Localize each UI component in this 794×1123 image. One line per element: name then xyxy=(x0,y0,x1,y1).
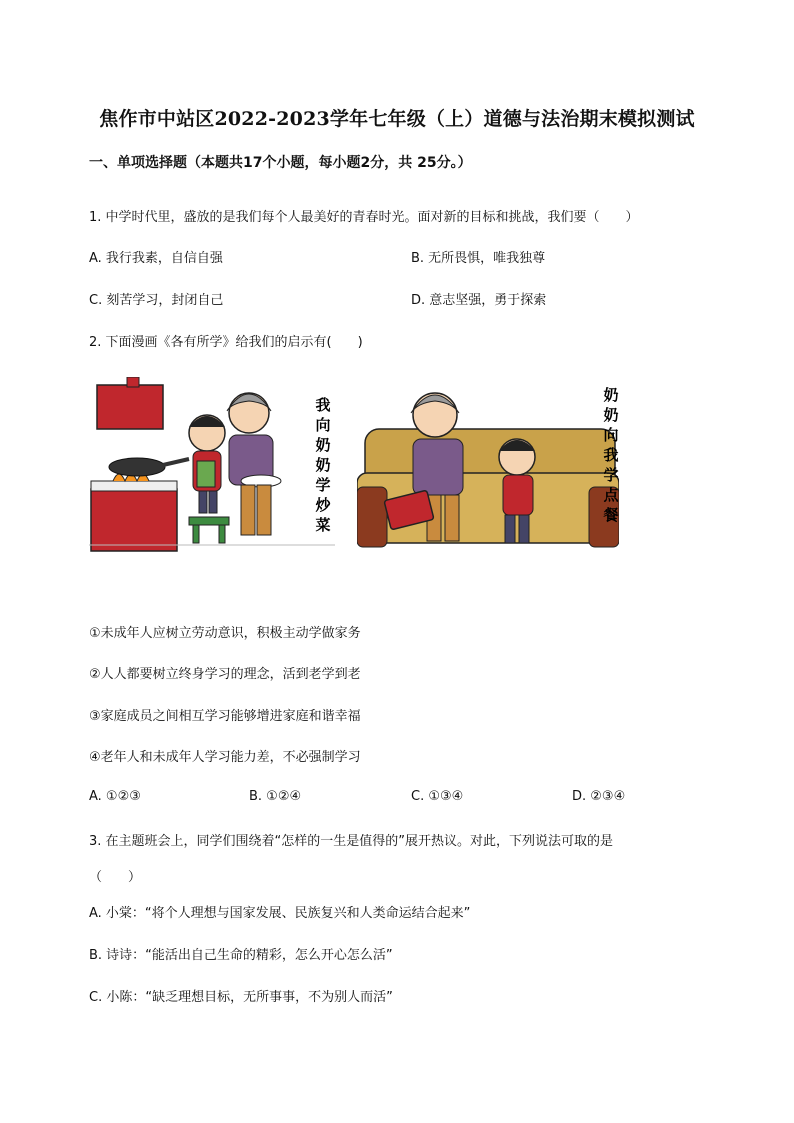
caption-right: 奶奶向我学点餐 xyxy=(603,386,619,524)
caption-left: 我向奶奶学炒菜 xyxy=(315,396,331,534)
page-title: 焦作市中站区2022-2023学年七年级（上）道德与法治期末模拟测试 xyxy=(99,108,695,130)
statement-4: ④老年人和未成年人学习能力差，不必强制学习 xyxy=(89,750,361,765)
cartoon-cooking xyxy=(89,377,335,553)
statement-1: ①未成年人应树立劳动意识，积极主动学做家务 xyxy=(89,626,361,641)
q3-option-a: A. 小棠：“将个人理想与国家发展、民族复兴和人类命运结合起来” xyxy=(89,906,471,921)
q1-option-a: A. 我行我素，自信自强 xyxy=(89,251,223,266)
q2-option-a: A. ①②③ xyxy=(89,789,141,804)
statement-2: ②人人都要树立终身学习的理念，活到老学到老 xyxy=(89,667,361,682)
q2-option-b: B. ①②④ xyxy=(249,789,302,804)
q1-option-b: B. 无所畏惧，唯我独尊 xyxy=(411,251,546,266)
statement-3: ③家庭成员之间相互学习能够增进家庭和谐幸福 xyxy=(89,709,361,724)
section-heading: 一、单项选择题（本题共17个小题，每小题2分，共 25分。） xyxy=(89,155,472,171)
q1-option-c: C. 刻苦学习，封闭自己 xyxy=(89,293,224,308)
cartoon-ordering xyxy=(357,377,619,553)
question-2-stem: 2. 下面漫画《各有所学》给我们的启示有( ) xyxy=(89,335,363,350)
q2-option-c: C. ①③④ xyxy=(411,789,464,804)
question-3-paren: （ ） xyxy=(89,870,142,885)
q1-option-d: D. 意志坚强，勇于探索 xyxy=(411,293,547,308)
question-3-stem: 3. 在主题班会上，同学们围绕着“怎样的一生是值得的”展开热议。对此，下列说法可取的是 xyxy=(89,834,614,849)
q3-option-b: B. 诗诗：“能活出自己生命的精彩，怎么开心怎么活” xyxy=(89,948,393,963)
q2-option-d: D. ②③④ xyxy=(572,789,626,804)
question-1-stem: 1. 中学时代里，盛放的是我们每个人最美好的青春时光。面对新的目标和挑战，我们要（ ） xyxy=(89,210,639,225)
q3-option-c: C. 小陈：“缺乏理想目标，无所事事，不为别人而活” xyxy=(89,990,393,1005)
